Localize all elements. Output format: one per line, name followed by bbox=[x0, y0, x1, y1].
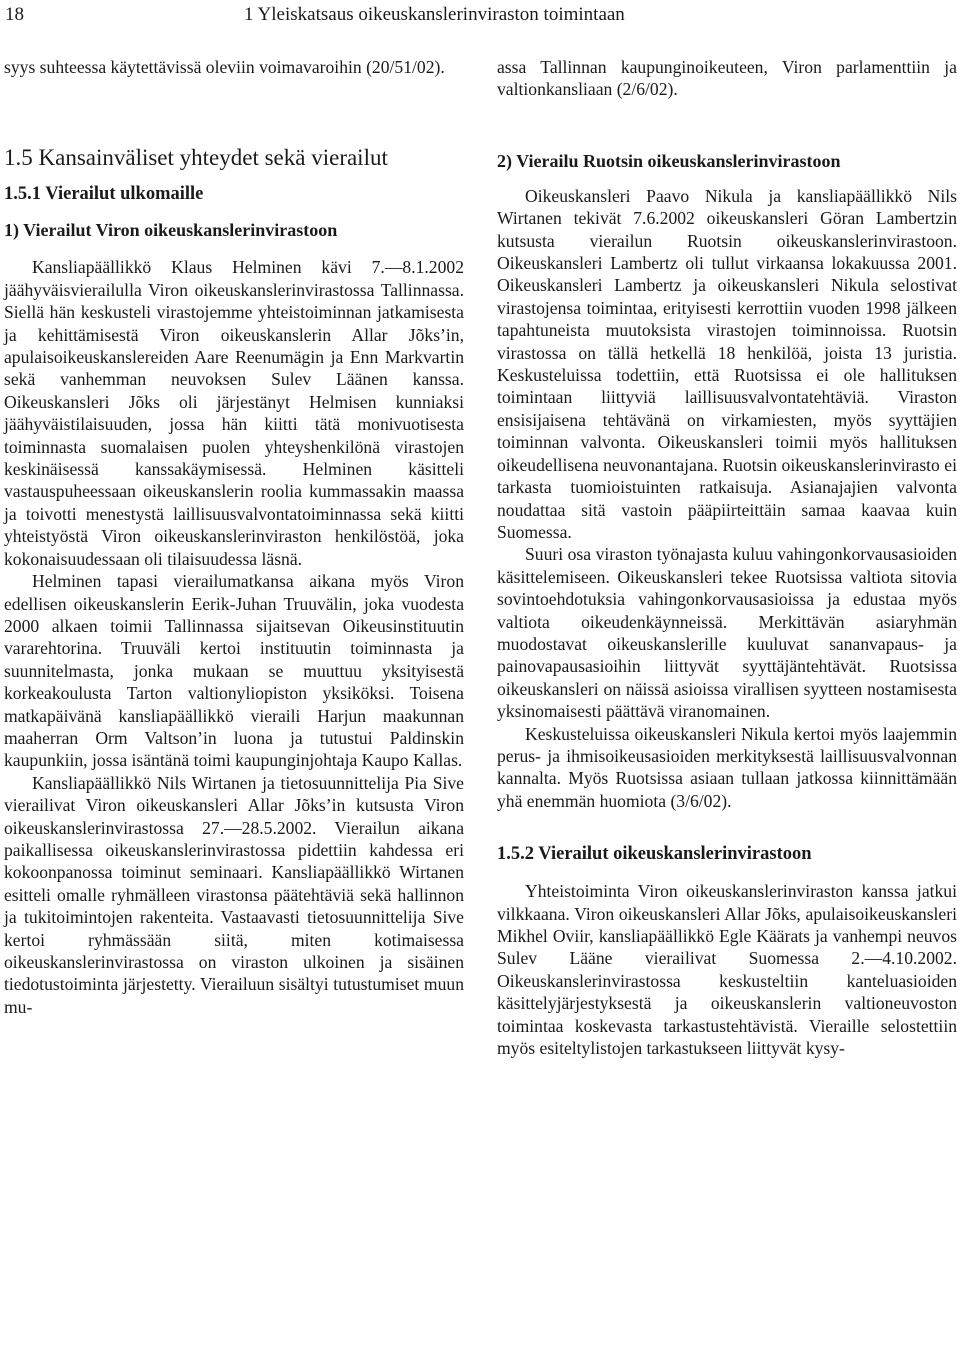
sub-heading-ruotsi: 2) Vierailu Ruotsin oikeuskanslerinvirastoon bbox=[497, 150, 841, 171]
section-title: 1.5 Kansainväliset yhteydet sekä vierailut bbox=[4, 145, 388, 171]
body-paragraph: Suuri osa viraston työnajasta kuluu vahingonkorvausasioiden käsittelemiseen. Oikeuskansleri tekee Ruotsissa valtiota sitovia sovintoehdotuksia vahingonkorvausasioissa ja edustaa myös valtiota oikeudenkäynneissä. Merkittävän asiaryhmän muodostavat oikeuskanslerille kuuluvat sananvapaus- ja painovapausasioihin liittyvät syyttäjäntehtävät. Ruotsissa oikeuskansleri on näissä asioissa virallisen syytteen nostamisesta yksinomaisesti päättävä viranomainen. bbox=[497, 544, 957, 722]
left-column bbox=[4, 56, 464, 1018]
body-paragraph: Kansliapäällikkö Klaus Helminen kävi 7.—8.1.2002 jäähyväisvierailulla Viron oikeuskanslerinvirastossa Tallinnassa. Siellä hän keskusteli virastojemme yhteistoiminnan jatkamisesta ja kehittämisestä Viron oikeuskanslerin Allar Jõks’in, apulaisoikeuskanslereiden Aare Reenumägin ja Enn Markvartin sekä vanhemman neuvoksen Sulev Läänen kanssa. Oikeuskansleri Jõks oli järjestänyt Helmisen kunniaksi jäähyväistilaisuuden, jossa hän kiitti tätä monivuotisesta toiminnasta suomalaisen puolen yhteyshenkilönä virastojen keskinäisessä kanssakäymisessä. Helminen käsitteli vastauspuheessaan oikeuskanslerin roolia kummassakin maassa ja toivotti menestystä laillisuusvalvontatoiminnassa sekä kiitti yhteistyöstä Viron oikeuskanslerinviraston henkilöstöä, joka kokonaisuudessaan oli tilaisuudessa läsnä. bbox=[4, 257, 464, 569]
running-header bbox=[0, 0, 960, 32]
body-paragraph: Helminen tapasi vierailumatkansa aikana myös Viron edellisen oikeuskanslerin Eerik-Juhan Truuvälin, joka vuodesta 2000 alkaen toimii Tallinnassa sijaitsevan Oikeusinstituutin vararehtorina. Truuväli kertoi instituutin toiminnasta ja suunnitelmasta, jonka mukaan se muuttuu yksityisestä korkeakoulusta Tarton valtionyliopiston yksiköksi. Toisena matkapäivänä kansliapäällikkö vieraili Harjun maakunnan maaherran Orm Valtson’in luona ja tutustui Paldinskin kaupunkiin, jossa isäntänä toimi kaupunginjohtaja Kaupo Kallas. bbox=[4, 571, 464, 771]
right-column bbox=[497, 56, 957, 1059]
carryover-paragraph: assa Tallinnan kaupunginoikeuteen, Viron parlamenttiin ja valtionkansliaan (2/6/02). bbox=[497, 57, 957, 100]
body-paragraph: Keskusteluissa oikeuskansleri Nikula kertoi myös laajemmin perus- ja ihmisoikeusasioiden merkityksestä laillisuusvalvonnan kannalta. Myös Ruotsissa asiaan tullaan jatkossa kiinnittämään yhä enemmän huomiota (3/6/02). bbox=[497, 723, 957, 811]
body-paragraph: Kansliapäällikkö Nils Wirtanen ja tietosuunnittelija Pia Sive vierailivat Viron oikeuskansleri Allar Jõks’in kutsusta Viron oikeuskanslerinvirastossa 27.—28.5.2002. Vierailun aikana paikallisessa oikeuskanslerinvirastossa pidettiin kahdessa eri kokoonpanossa toiminut seminaari. Kansliapäällikkö Wirtanen esitteli omalle ryhmälleen virastonsa päätehtäviä sekä hallinnon ja tukitoimintojen rakenteita. Vastaavasti tietosuunnittelija Sive kertoi ryhmässään siitä, miten kotimaisessa oikeuskanslerinvirastossa on viraston ulkoinen ja sisäinen tiedotustoiminta järjestetty. Vierailuun sisältyi tutustumiset muun mu- bbox=[4, 772, 464, 1017]
body-paragraph: Yhteistoiminta Viron oikeuskanslerinviraston kanssa jatkui vilkkaana. Viron oikeuskansleri Allar Jõks, apulaisoikeuskansleri Mikhel Oviir, kansliapäällikkö Egle Käärats ja vanhempi neuvos Sulev Lääne vierailivat Suomessa 2.—4.10.2002. Oikeuskanslerinvirastossa keskusteltiin kanteluasioiden käsittelyjärjestyksestä ja oikeuskanslerin valtioneuvoston toimintaa koskevasta tarkastustehtävistä. Vieraille selostettiin myös esiteltylistojen tarkastukseen liittyvät kysy- bbox=[497, 881, 957, 1059]
running-title: 1 Yleiskatsaus oikeuskanslerinviraston toimintaan bbox=[244, 4, 625, 25]
sub-heading-viro: 1) Vierailut Viron oikeuskanslerinvirastoon bbox=[4, 220, 338, 241]
carryover-paragraph: syys suhteessa käytettävissä oleviin voimavaroihin (20/51/02). bbox=[4, 57, 445, 77]
subsection-title: 1.5.2 Vierailut oikeuskanslerinvirastoon bbox=[497, 844, 812, 865]
body-paragraph: Oikeuskansleri Paavo Nikula ja kansliapäällikkö Nils Wirtanen tekivät 7.6.2002 oikeuskansleri Göran Lambertzin kutsusta vierailun Ruotsin oikeuskanslerinvirastoon. Oikeuskansleri Lambertz oli tullut virkaansa lokakuussa 2001. Oikeuskansleri Lambertz ja oikeuskansleri Nikula selostivat virastojensa toimintaa, erityisesti kerrottiin vuoden 1998 jälkeen tapahtuneista muutoksista virastojen toiminnoissa. Ruotsin virastossa on tällä hetkellä 18 henkilöä, joista 13 juristia. Keskusteluissa todettiin, että Ruotsissa ei ole hallituksen toimintaan liittyviä laillisuusvalvontatehtäviä. Viraston ensisijaisena tehtävänä on virkamiesten, myös syyttäjien toiminnan valvonta. Oikeuskansleri toimii myös hallituksen oikeudellisena neuvonantajana. Ruotsin oikeuskanslerinvirasto ei tarkasta tuomioistuinten ratkaisuja. Asianajajien valvonta noudattaa sitä vastoin pääpiirteittäin samaa kaavaa kuin Suomessa. bbox=[497, 185, 957, 542]
subsection-title: 1.5.1 Vierailut ulkomaille bbox=[4, 184, 204, 205]
page-number: 18 bbox=[5, 4, 24, 25]
